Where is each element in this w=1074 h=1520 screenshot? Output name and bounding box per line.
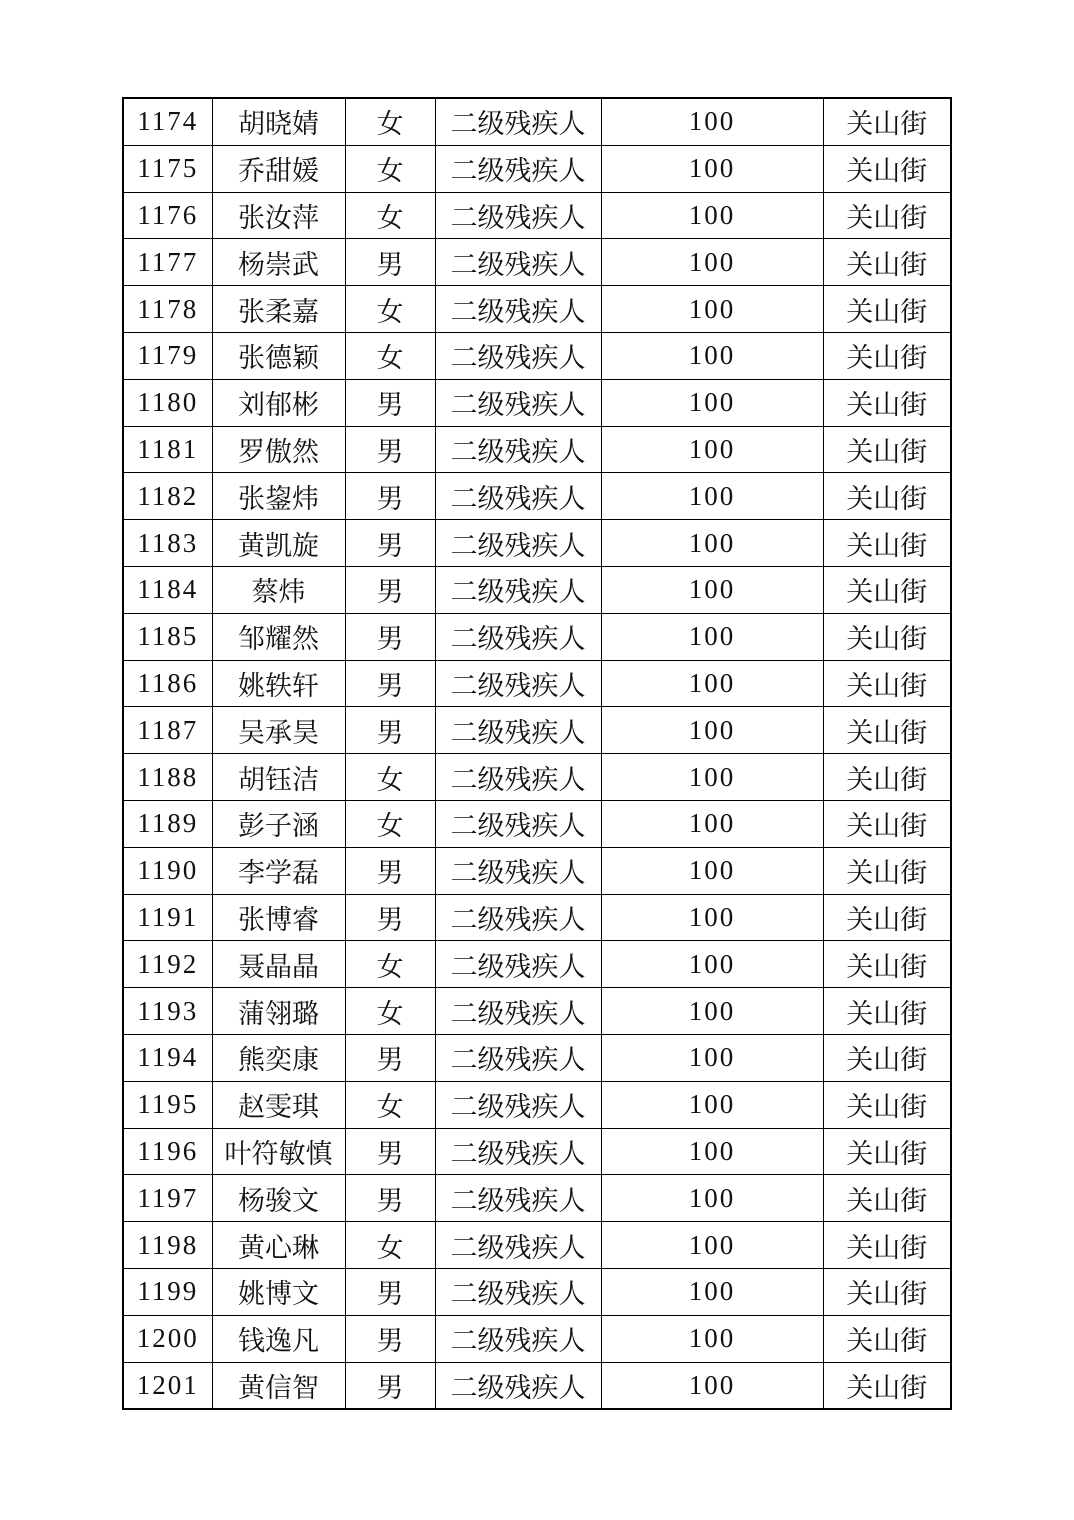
cell-category: 二级残疾人 [435,613,601,660]
cell-name: 彭子涵 [212,800,345,847]
cell-name: 刘郁彬 [212,379,345,426]
cell-amount: 100 [601,566,823,613]
document-page [122,97,952,1410]
cell-category: 二级残疾人 [435,145,601,192]
cell-category: 二级残疾人 [435,754,601,801]
cell-amount: 100 [601,98,823,145]
cell-id: 1193 [123,988,212,1035]
cell-id: 1199 [123,1268,212,1315]
cell-id: 1176 [123,192,212,239]
cell-category: 二级残疾人 [435,941,601,988]
cell-gender: 女 [345,754,435,801]
cell-category: 二级残疾人 [435,426,601,473]
cell-id: 1189 [123,800,212,847]
cell-name: 蔡炜 [212,566,345,613]
cell-street: 关山街 [823,1362,951,1409]
table-row [123,941,951,988]
cell-amount: 100 [601,754,823,801]
cell-id: 1190 [123,847,212,894]
cell-name: 姚博文 [212,1268,345,1315]
cell-name: 张德颖 [212,332,345,379]
cell-amount: 100 [601,894,823,941]
cell-amount: 100 [601,1034,823,1081]
cell-gender: 男 [345,613,435,660]
cell-gender: 男 [345,1128,435,1175]
cell-amount: 100 [601,1222,823,1269]
cell-gender: 男 [345,894,435,941]
cell-id: 1178 [123,286,212,333]
table-row [123,1362,951,1409]
cell-street: 关山街 [823,1128,951,1175]
cell-street: 关山街 [823,1175,951,1222]
cell-id: 1181 [123,426,212,473]
cell-id: 1174 [123,98,212,145]
table-row [123,473,951,520]
table-row [123,379,951,426]
cell-id: 1185 [123,613,212,660]
cell-street: 关山街 [823,1222,951,1269]
table-row [123,1081,951,1128]
cell-amount: 100 [601,520,823,567]
cell-street: 关山街 [823,894,951,941]
cell-name: 罗傲然 [212,426,345,473]
cell-street: 关山街 [823,239,951,286]
table-row [123,754,951,801]
cell-gender: 男 [345,1362,435,1409]
cell-id: 1180 [123,379,212,426]
cell-category: 二级残疾人 [435,1222,601,1269]
cell-id: 1194 [123,1034,212,1081]
cell-street: 关山街 [823,145,951,192]
cell-id: 1175 [123,145,212,192]
cell-category: 二级残疾人 [435,1128,601,1175]
table-row [123,988,951,1035]
cell-amount: 100 [601,426,823,473]
cell-street: 关山街 [823,988,951,1035]
cell-id: 1183 [123,520,212,567]
table-row [123,1315,951,1362]
cell-street: 关山街 [823,754,951,801]
cell-street: 关山街 [823,98,951,145]
cell-category: 二级残疾人 [435,1315,601,1362]
cell-gender: 女 [345,145,435,192]
cell-category: 二级残疾人 [435,520,601,567]
cell-id: 1187 [123,707,212,754]
cell-amount: 100 [601,473,823,520]
cell-category: 二级残疾人 [435,286,601,333]
cell-name: 张鋆炜 [212,473,345,520]
cell-street: 关山街 [823,426,951,473]
table-row [123,1128,951,1175]
cell-street: 关山街 [823,332,951,379]
cell-gender: 男 [345,660,435,707]
cell-name: 钱逸凡 [212,1315,345,1362]
cell-street: 关山街 [823,286,951,333]
cell-gender: 男 [345,1315,435,1362]
cell-category: 二级残疾人 [435,988,601,1035]
cell-amount: 100 [601,707,823,754]
cell-category: 二级残疾人 [435,1268,601,1315]
cell-amount: 100 [601,1362,823,1409]
cell-gender: 女 [345,988,435,1035]
cell-amount: 100 [601,332,823,379]
table-row [123,98,951,145]
table-row [123,192,951,239]
cell-name: 黄凯旋 [212,520,345,567]
cell-category: 二级残疾人 [435,847,601,894]
cell-gender: 男 [345,239,435,286]
recipient-table [122,97,952,1410]
cell-id: 1191 [123,894,212,941]
cell-name: 胡晓婧 [212,98,345,145]
cell-amount: 100 [601,613,823,660]
cell-category: 二级残疾人 [435,332,601,379]
cell-amount: 100 [601,192,823,239]
cell-category: 二级残疾人 [435,800,601,847]
cell-gender: 女 [345,192,435,239]
cell-category: 二级残疾人 [435,894,601,941]
table-row [123,332,951,379]
table-row [123,566,951,613]
cell-gender: 男 [345,1034,435,1081]
cell-gender: 男 [345,520,435,567]
cell-street: 关山街 [823,847,951,894]
table-row [123,145,951,192]
table-row [123,894,951,941]
cell-street: 关山街 [823,660,951,707]
cell-street: 关山街 [823,566,951,613]
cell-name: 张柔嘉 [212,286,345,333]
table-row [123,286,951,333]
cell-gender: 女 [345,1081,435,1128]
table-row [123,660,951,707]
cell-id: 1184 [123,566,212,613]
cell-amount: 100 [601,379,823,426]
table-body [123,98,951,1409]
cell-name: 邹耀然 [212,613,345,660]
cell-amount: 100 [601,286,823,333]
cell-id: 1197 [123,1175,212,1222]
cell-street: 关山街 [823,520,951,567]
cell-id: 1200 [123,1315,212,1362]
cell-street: 关山街 [823,192,951,239]
cell-street: 关山街 [823,1081,951,1128]
table-row [123,800,951,847]
cell-gender: 男 [345,1175,435,1222]
cell-gender: 男 [345,379,435,426]
cell-name: 张博睿 [212,894,345,941]
cell-category: 二级残疾人 [435,1081,601,1128]
cell-category: 二级残疾人 [435,660,601,707]
cell-gender: 女 [345,286,435,333]
cell-amount: 100 [601,1268,823,1315]
cell-amount: 100 [601,1128,823,1175]
cell-category: 二级残疾人 [435,566,601,613]
cell-street: 关山街 [823,1034,951,1081]
cell-gender: 女 [345,1222,435,1269]
cell-name: 李学磊 [212,847,345,894]
cell-gender: 男 [345,426,435,473]
cell-street: 关山街 [823,613,951,660]
cell-name: 杨崇武 [212,239,345,286]
cell-category: 二级残疾人 [435,1034,601,1081]
cell-name: 张汝萍 [212,192,345,239]
cell-gender: 男 [345,1268,435,1315]
cell-id: 1186 [123,660,212,707]
cell-amount: 100 [601,800,823,847]
cell-gender: 男 [345,566,435,613]
cell-name: 黄心琳 [212,1222,345,1269]
table-row [123,1222,951,1269]
cell-category: 二级残疾人 [435,98,601,145]
cell-category: 二级残疾人 [435,1175,601,1222]
cell-id: 1177 [123,239,212,286]
cell-gender: 女 [345,800,435,847]
cell-amount: 100 [601,145,823,192]
cell-amount: 100 [601,847,823,894]
cell-street: 关山街 [823,941,951,988]
cell-amount: 100 [601,1315,823,1362]
cell-amount: 100 [601,941,823,988]
table-row [123,1175,951,1222]
cell-amount: 100 [601,1081,823,1128]
cell-amount: 100 [601,988,823,1035]
cell-name: 赵雯琪 [212,1081,345,1128]
cell-gender: 女 [345,98,435,145]
cell-id: 1201 [123,1362,212,1409]
cell-street: 关山街 [823,473,951,520]
cell-name: 熊奕康 [212,1034,345,1081]
table-row [123,613,951,660]
cell-id: 1192 [123,941,212,988]
cell-gender: 女 [345,941,435,988]
table-row [123,239,951,286]
cell-name: 杨骏文 [212,1175,345,1222]
cell-id: 1195 [123,1081,212,1128]
cell-street: 关山街 [823,379,951,426]
cell-id: 1188 [123,754,212,801]
cell-id: 1196 [123,1128,212,1175]
cell-gender: 男 [345,473,435,520]
cell-name: 吴承昊 [212,707,345,754]
table-row [123,426,951,473]
table-row [123,520,951,567]
table-row [123,1034,951,1081]
table-row [123,847,951,894]
cell-amount: 100 [601,660,823,707]
cell-name: 聂晶晶 [212,941,345,988]
cell-category: 二级残疾人 [435,1362,601,1409]
table-row [123,1268,951,1315]
cell-id: 1182 [123,473,212,520]
cell-category: 二级残疾人 [435,707,601,754]
cell-gender: 男 [345,707,435,754]
cell-street: 关山街 [823,1268,951,1315]
cell-category: 二级残疾人 [435,473,601,520]
cell-gender: 男 [345,847,435,894]
cell-name: 蒲翎璐 [212,988,345,1035]
cell-name: 姚轶轩 [212,660,345,707]
cell-amount: 100 [601,239,823,286]
cell-name: 胡钰洁 [212,754,345,801]
cell-id: 1198 [123,1222,212,1269]
table-row [123,707,951,754]
cell-street: 关山街 [823,707,951,754]
cell-gender: 女 [345,332,435,379]
cell-street: 关山街 [823,1315,951,1362]
cell-name: 叶符敏慎 [212,1128,345,1175]
cell-street: 关山街 [823,800,951,847]
cell-category: 二级残疾人 [435,379,601,426]
cell-name: 乔甜媛 [212,145,345,192]
cell-name: 黄信智 [212,1362,345,1409]
cell-id: 1179 [123,332,212,379]
cell-category: 二级残疾人 [435,239,601,286]
cell-category: 二级残疾人 [435,192,601,239]
cell-amount: 100 [601,1175,823,1222]
